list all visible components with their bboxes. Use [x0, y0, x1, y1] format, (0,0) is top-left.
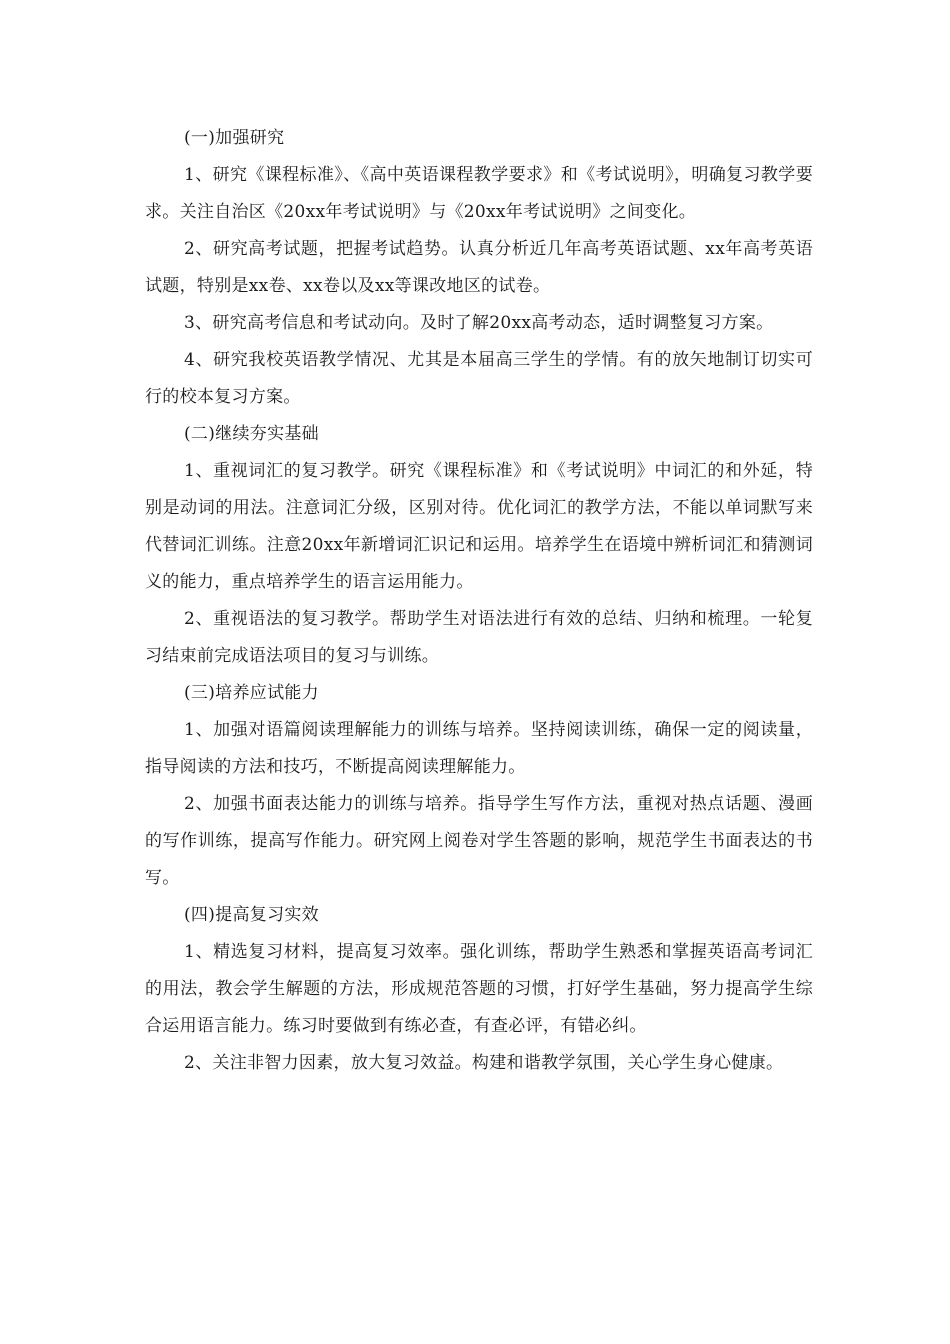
section-heading-strengthen-research: (一)加强研究 — [184, 128, 285, 148]
paragraph-non-intellectual-factors: 2、关注非智力因素，放大复习效益。构建和谐教学氛围，关心学生身心健康。 — [184, 1053, 784, 1073]
paragraph-research-standards: 1、研究《课程标准》、《高中英语课程教学要求》和《考试说明》，明确复习教学要求。关注自治区《20xx年考试说明》与《20xx年考试说明》之间变化。 — [145, 165, 813, 222]
section-heading-review-effectiveness: (四)提高复习实效 — [184, 905, 319, 925]
paragraph-written-expression: 2、加强书面表达能力的训练与培养。指导学生写作方法，重视对热点话题、漫画的写作训练，提高写作能力。研究网上阅卷对学生答题的影响，规范学生书面表达的书写。 — [145, 794, 813, 888]
section-heading-consolidate-basics: (二)继续夯实基础 — [184, 424, 319, 444]
document-body — [145, 120, 813, 1082]
paragraph-research-exam-questions: 2、研究高考试题，把握考试趋势。认真分析近几年高考英语试题、xx年高考英语试题，特别是xx卷、xx卷以及xx等课改地区的试卷。 — [145, 239, 813, 296]
paragraph-vocabulary-review: 1、重视词汇的复习教学。研究《课程标准》和《考试说明》中词汇的和外延，特别是动词的用法。注意词汇分级，区别对待。优化词汇的教学方法，不能以单词默写来代替词汇训练。注意20xx年新增词汇识记和运用。培养学生在语境中辨析词汇和猜测词义的能力，重点培养学生的语言运用能力。 — [145, 461, 813, 592]
paragraph-research-school-situation: 4、研究我校英语教学情况、尤其是本届高三学生的学情。有的放矢地制订切实可行的校本复习方案。 — [145, 350, 813, 407]
paragraph-research-exam-trends: 3、研究高考信息和考试动向。及时了解20xx高考动态，适时调整复习方案。 — [184, 313, 774, 333]
paragraph-select-materials: 1、精选复习材料，提高复习效率。强化训练，帮助学生熟悉和掌握英语高考词汇的用法，教会学生解题的方法，形成规范答题的习惯，打好学生基础，努力提高学生综合运用语言能力。练习时要做到有练必查，有查必评，有错必纠。 — [145, 942, 813, 1036]
paragraph-reading-comprehension: 1、加强对语篇阅读理解能力的训练与培养。坚持阅读训练，确保一定的阅读量，指导阅读的方法和技巧，不断提高阅读理解能力。 — [145, 720, 813, 777]
section-heading-exam-skills: (三)培养应试能力 — [184, 683, 319, 703]
paragraph-grammar-review: 2、重视语法的复习教学。帮助学生对语法进行有效的总结、归纳和梳理。一轮复习结束前完成语法项目的复习与训练。 — [145, 609, 813, 666]
